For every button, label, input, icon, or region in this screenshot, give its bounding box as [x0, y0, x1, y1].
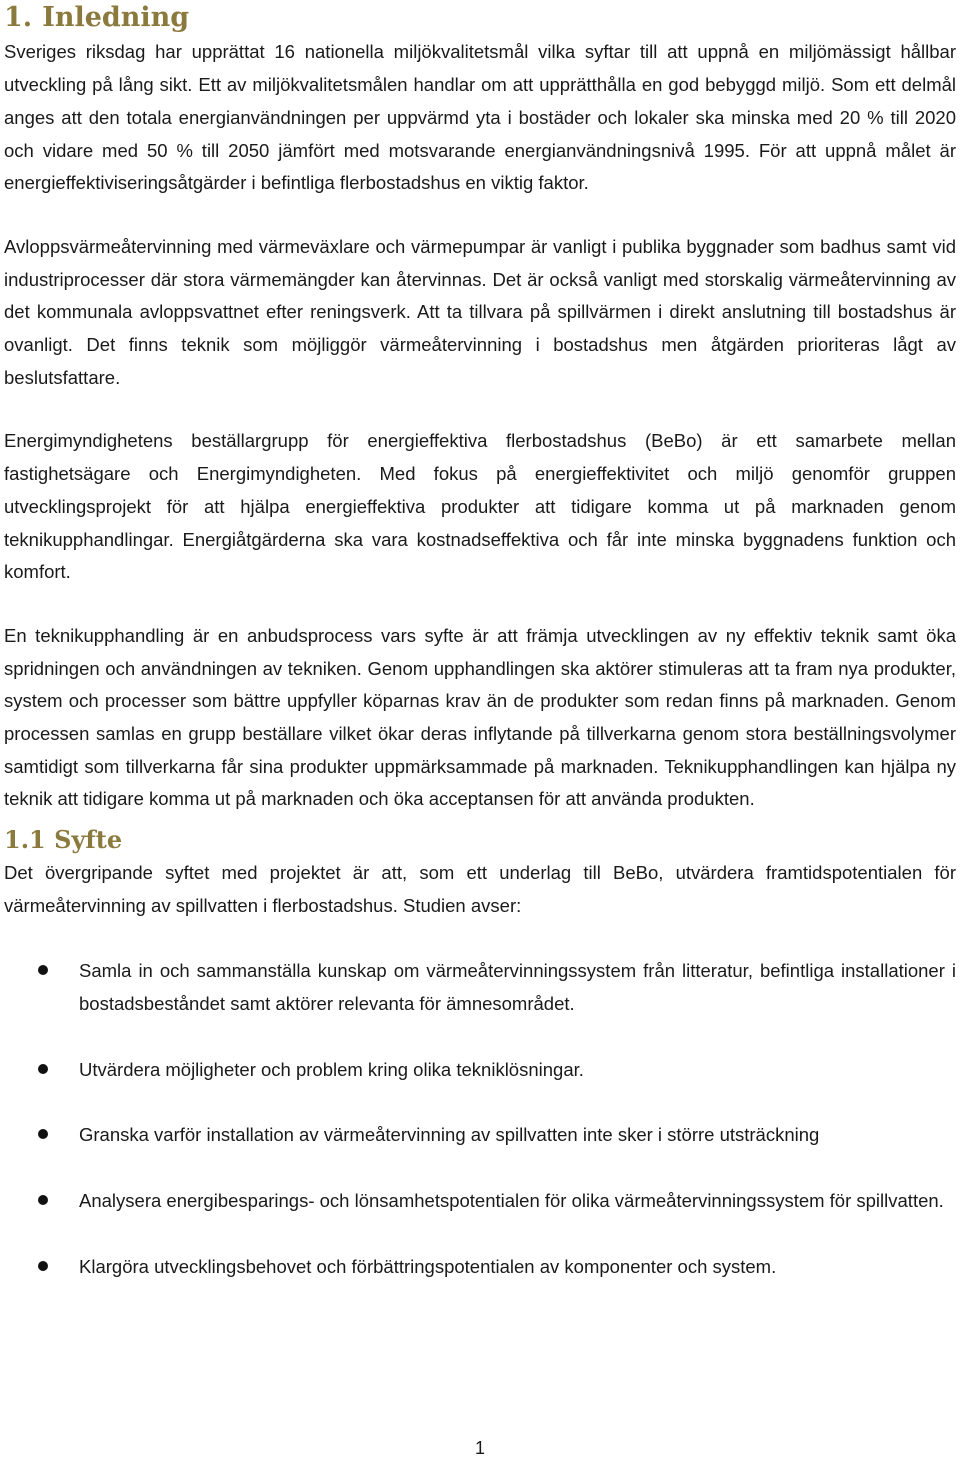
section-heading-inledning: [4, 0, 956, 34]
paragraph-bebo: Energimyndighetens beställargrupp för energieffektiva flerbostadshus (BeBo) är ett samarbete mellan fastighetsägare och Energimyndigheten. Med fokus på energieffektivitet och miljö genomför gruppen utvecklingsprojekt för att hjälpa energieffektiva produkter att tidigare komma ut på marknaden genom teknikupphandlingar. Energiåtgärderna ska vara kostnadseffektiva och får inte minska byggnadens funktion och komfort.: [4, 430, 956, 583]
list-item: [4, 955, 956, 1020]
paragraph-wastewater-heat-recovery: Avloppsvärmeåtervinning med värmeväxlare och värmepumpar är vanligt i publika byggnader som badhus samt vid industriprocesser där stora värmemängder kan återvinnas. Det är också vanligt med storskalig värmeåtervinning av det kommunala avloppsvattnet efter reningsverk. Att ta tillvara på spillvärmen i direkt anslutning till bostadshus är ovanligt. Det finns teknik som möjliggör värmeåtervinning i bostadshus men åtgärden prioriteras lågt av beslutsfattare.: [4, 235, 956, 388]
page-number: 1: [474, 1438, 485, 1458]
list-item-text: Analysera energibesparings- och lönsamhetspotentialen för olika värmeåtervinningssystem för spillvatten.: [79, 1190, 944, 1212]
paragraph-technology-procurement: En teknikupphandling är en anbudsprocess vars syfte är att främja utvecklingen av ny effektiv teknik samt öka spridningen och användningen av tekniken. Genom upphandlingen ska aktörer stimuleras att ta fram nya produkter, system och processer som bättre uppfyller köparnas krav än de produkter som redan finns på marknaden. Genom processen samlas en grupp beställare vilket ökar deras inflytande på tillverkarna genom stora beställningsvolymer samtidigt som tillverkarna får sina produkter uppmärksammade på marknaden. Teknikupphandlingen kan hjälpa ny teknik att tidigare komma ut på marknaden och öka acceptansen för att använda produkten.: [4, 624, 956, 810]
list-item: [4, 1185, 956, 1218]
bullet-dot-icon: [38, 1261, 48, 1271]
list-item: [4, 1054, 956, 1087]
list-item-text: Klargöra utvecklingsbehovet och förbättringspotentialen av komponenter och system.: [79, 1255, 777, 1277]
list-item: [4, 1119, 956, 1152]
list-item-text: Samla in och sammanställa kunskap om värmeåtervinningssystem från litteratur, befintliga installationer i bostadsbeståndet samt aktörer relevanta för ämnesområdet.: [79, 960, 956, 1015]
section-number: 1.: [4, 2, 33, 33]
list-item-text: Utvärdera möjligheter och problem kring olika tekniklösningar.: [79, 1058, 584, 1080]
bullet-dot-icon: [38, 1195, 48, 1205]
section-title: Inledning: [42, 2, 190, 33]
subsection-title: Syfte: [54, 825, 123, 855]
list-item: [4, 1251, 956, 1284]
bullet-dot-icon: [38, 965, 48, 975]
bullet-dot-icon: [38, 1064, 48, 1074]
purpose-bullet-list: [4, 955, 956, 1283]
list-item-text: Granska varför installation av värmeåtervinning av spillvatten inte sker i större utsträckning: [79, 1124, 820, 1146]
subsection-number: 1.1: [4, 825, 46, 855]
section-heading-syfte: [4, 826, 956, 855]
bullet-dot-icon: [38, 1129, 48, 1139]
document-page: [4, 0, 956, 1317]
paragraph-purpose-intro: Det övergripande syftet med projektet är att, som ett underlag till BeBo, utvärdera framtidspotentialen för värmeåtervinning av spillvatten i flerbostadshus. Studien avser:: [4, 861, 956, 916]
paragraph-environmental-goals: Sveriges riksdag har upprättat 16 nationella miljökvalitetsmål vilka syftar till att uppnå en miljömässigt hållbar utveckling på lång sikt. Ett av miljökvalitetsmålen handlar om att upprätthålla en god bebyggd miljö. Som ett delmål anges att den totala energianvändningen per uppvärmd yta i bostäder och lokaler ska minska med 20 % till 2020 och vidare med 50 % till 2050 jämfört med motsvarande energianvändningsnivå 1995. För att uppnå målet är energieffektiviseringsåtgärder i befintliga flerbostadshus en viktig faktor.: [4, 41, 956, 194]
